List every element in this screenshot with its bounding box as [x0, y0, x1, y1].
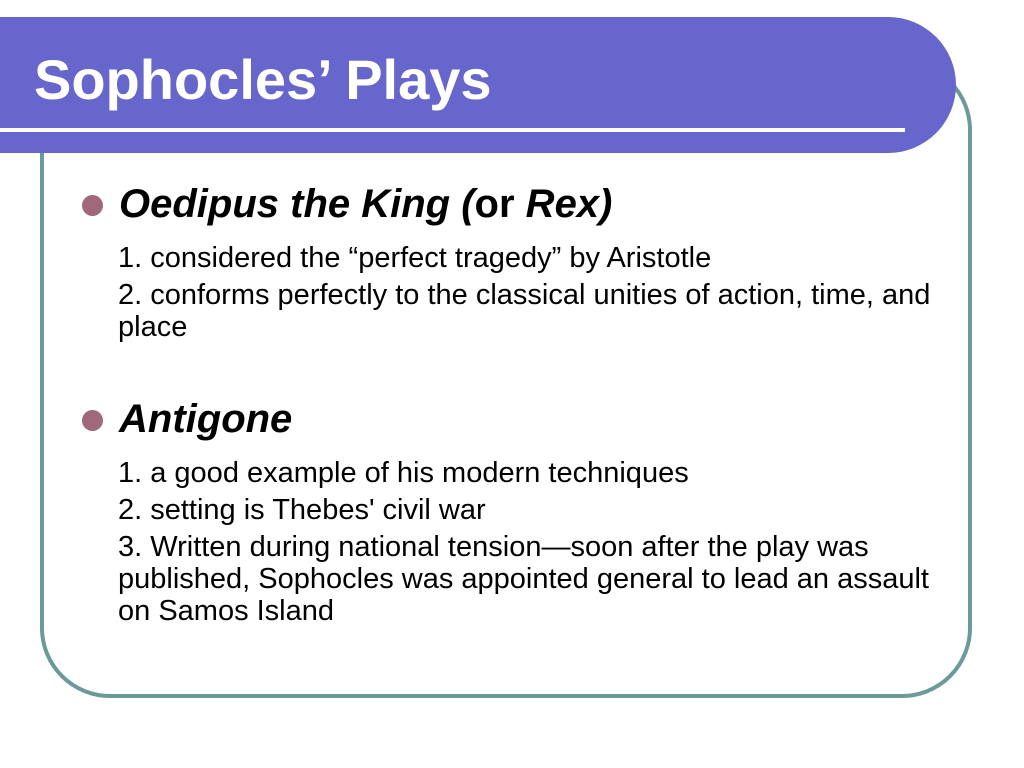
bullet-dot-icon — [82, 410, 103, 431]
bullet-dot-icon — [82, 195, 103, 216]
title-underline — [0, 128, 905, 132]
heading-oedipus-or-r: r — [498, 182, 515, 226]
bullet-antigone — [80, 391, 950, 447]
bullet-oedipus — [80, 176, 950, 232]
heading-oedipus-or-o: o — [474, 182, 499, 226]
antigone-point-1: 1. a good example of his modern techniques — [118, 457, 689, 489]
heading-oedipus-title: Oedipus the King ( — [119, 182, 475, 226]
slide-title: Sophocles’ Plays — [34, 48, 492, 111]
antigone-point-2: 2. setting is Thebes' civil war — [118, 494, 486, 526]
oedipus-point-1: 1. considered the “perfect tragedy” by Aristotle — [118, 242, 712, 274]
antigone-point-3: 3. Written during national tension—soon after the play was published, Sophocles was appointed general to lead an assault on Samos Island — [118, 531, 929, 627]
slide-body — [80, 176, 950, 627]
heading-oedipus-rex: Rex) — [514, 182, 613, 226]
heading-antigone: Antigone — [119, 397, 293, 441]
oedipus-point-2: 2. conforms perfectly to the classical unities of action, time, and place — [118, 279, 931, 343]
